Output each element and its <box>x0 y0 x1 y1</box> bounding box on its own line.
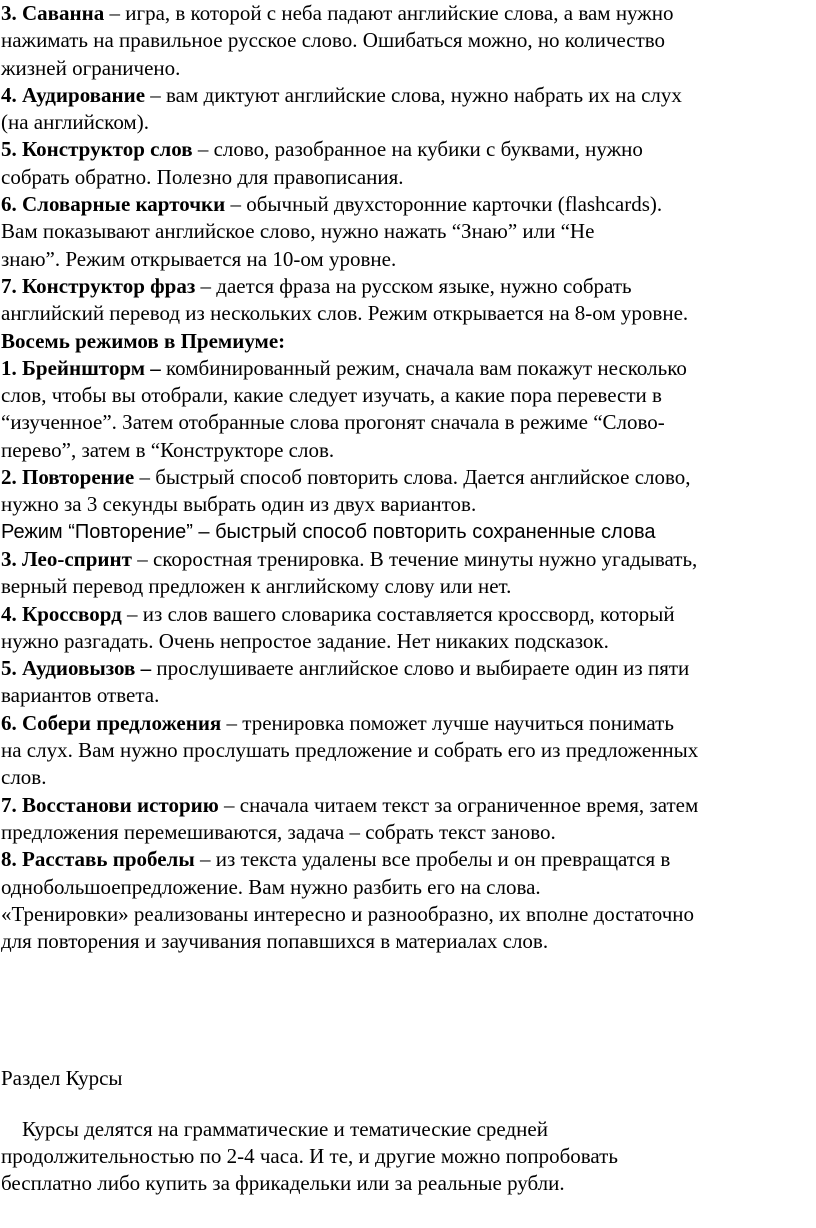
item-text: однобольшоепредложение. Вам нужно разбить его на слова. <box>1 874 541 899</box>
item-text: – обычный двухсторонние карточки (flashcards). <box>225 192 663 217</box>
item-text: на слух. Вам нужно прослушать предложение и собрать его из предложенных <box>1 738 699 763</box>
item-heading: 8. Расставь пробелы <box>1 847 195 872</box>
item-text: вариантов ответа. <box>1 683 160 708</box>
list-item-line <box>0 382 816 409</box>
list-item-line <box>0 109 816 136</box>
list-item-line <box>0 710 816 737</box>
item-heading: 6. Собери предложения <box>1 710 222 735</box>
spacer <box>0 1093 816 1116</box>
list-item-line <box>0 846 816 873</box>
item-text: – вам диктуют английские слова, нужно набрать их на слух <box>145 82 682 107</box>
item-heading: 5. Конструктор слов <box>1 137 193 162</box>
list-item-line <box>0 819 816 846</box>
item-text: собрать обратно. Полезно для правописания. <box>1 164 404 189</box>
item-text: Режим “Повторение” – быстрый способ повторить сохраненные слова <box>1 520 656 543</box>
item-text: перево”, затем в “Конструкторе слов. <box>1 437 335 462</box>
item-heading: 5. Аудиовызов – <box>1 656 152 681</box>
item-heading: 4. Аудирование <box>1 82 146 107</box>
item-text: «Тренировки» реализованы интересно и разнообразно, их вполне достаточно <box>1 901 695 926</box>
list-item-line <box>0 491 816 518</box>
list-item-line <box>0 928 816 955</box>
item-heading: 4. Кроссворд <box>1 601 122 626</box>
item-text: слов. <box>1 765 47 790</box>
item-text: (на английском). <box>1 110 149 135</box>
list-item-line <box>0 164 816 191</box>
list-item-line <box>0 246 816 273</box>
item-heading: 3. Саванна <box>1 1 105 25</box>
list-item-line <box>0 82 816 109</box>
item-text: – быстрый способ повторить слова. Дается английское слово, <box>134 465 691 490</box>
item-text: – тренировка поможет лучше научиться понимать <box>221 710 674 735</box>
item-heading: 7. Восстанови историю <box>1 792 219 817</box>
item-text: – из текста удалены все пробелы и он превращатся в <box>194 847 671 872</box>
list-item-line <box>0 218 816 245</box>
list-item-line <box>0 409 816 436</box>
list-item-line <box>0 519 816 546</box>
list-item-line <box>0 300 816 327</box>
item-text: слов, чтобы вы отобрали, какие следует изучать, а какие пора перевести в <box>1 383 662 408</box>
item-text: жизней ограничено. <box>1 55 181 80</box>
list-item-line <box>0 27 816 54</box>
item-heading: 7. Конструктор фраз <box>1 273 196 298</box>
list-item-line <box>0 437 816 464</box>
list-item-line <box>0 55 816 82</box>
item-heading: Восемь режимов в Премиуме: <box>1 328 286 353</box>
section-paragraph-line: продолжительностью по 2-4 часа. И те, и другие можно попробовать <box>1 1143 618 1168</box>
item-text: знаю”. Режим открывается на 10-ом уровне. <box>1 246 397 271</box>
list-item-line <box>0 136 816 163</box>
list-item-line <box>0 792 816 819</box>
item-heading: 1. Брейншторм – <box>1 355 161 380</box>
item-text: английский перевод из нескольких слов. Режим открывается на 8-ом уровне. <box>1 301 689 326</box>
spacer <box>0 955 816 1065</box>
item-text: – сначала читаем текст за ограниченное время, затем <box>218 792 699 817</box>
list-item-line <box>0 655 816 682</box>
item-heading: 2. Повторение <box>1 465 135 490</box>
item-text: – скоростная тренировка. В течение минуты нужно угадывать, <box>131 546 698 571</box>
list-item-line <box>0 273 816 300</box>
list-item-line <box>0 764 816 791</box>
section-paragraph-line: бесплатно либо купить за фрикадельки или за реальные рубли. <box>1 1171 565 1196</box>
item-text: Вам показывают английское слово, нужно нажать “Знаю” или “Не <box>1 219 595 244</box>
item-text: – из слов вашего словарика составляется кроссворд, который <box>121 601 675 626</box>
list-item-line <box>0 355 816 382</box>
section-title: Раздел Курсы <box>1 1066 123 1091</box>
item-text: – дается фраза на русском языке, нужно собрать <box>195 273 632 298</box>
list-item-line <box>0 737 816 764</box>
list-item-line <box>0 682 816 709</box>
section-paragraph-line: Курсы делятся на грамматические и тематические средней <box>22 1116 548 1141</box>
list-item-line <box>0 901 816 928</box>
item-text: – игра, в которой с неба падают английские слова, а вам нужно <box>104 1 674 25</box>
item-text: нужно за 3 секунды выбрать один из двух вариантов. <box>1 492 477 517</box>
list-item-line <box>0 191 816 218</box>
list-item-line <box>0 601 816 628</box>
item-text: предложения перемешиваются, задача – собрать текст заново. <box>1 819 556 844</box>
item-heading: 3. Лео-спринт <box>1 546 132 571</box>
item-heading: 6. Словарные карточки <box>1 192 226 217</box>
item-text: нужно разгадать. Очень непростое задание. Нет никаких подсказок. <box>1 628 609 653</box>
item-text: прослушиваете английское слово и выбираете один из пяти <box>151 656 690 681</box>
item-text: комбинированный режим, сначала вам покажут несколько <box>160 355 687 380</box>
item-text: нажимать на правильное русское слово. Ошибаться можно, но количество <box>1 28 666 53</box>
list-item-line <box>0 874 816 901</box>
item-text: для повторения и заучивания попавшихся в материалах слов. <box>1 929 549 954</box>
item-text: верный перевод предложен к английскому слову или нет. <box>1 574 512 599</box>
item-text: “изученное”. Затем отобранные слова прогонят сначала в режиме “Слово- <box>1 410 665 435</box>
list-item-line <box>0 546 816 573</box>
list-item-line <box>0 0 816 27</box>
list-item-line <box>0 628 816 655</box>
list-item-line <box>0 328 816 355</box>
item-text: – слово, разобранное на кубики с буквами, нужно <box>192 137 643 162</box>
list-item-line <box>0 573 816 600</box>
list-item-line <box>0 464 816 491</box>
